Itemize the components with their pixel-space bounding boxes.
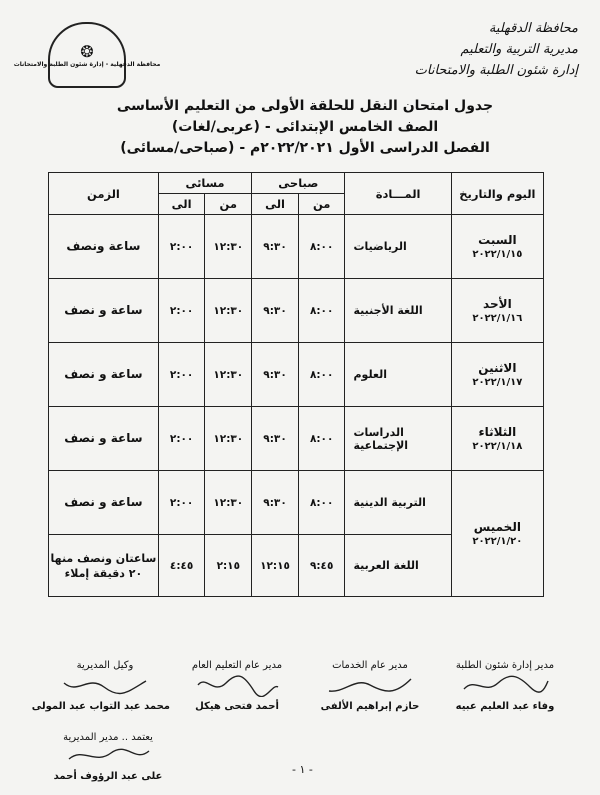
evening-from-cell: ١٢:٣٠ (205, 279, 252, 343)
evening-to-cell: ٢:٠٠ (158, 471, 205, 535)
header-evening-to: الى (158, 194, 205, 215)
signature-scribble-icon (460, 673, 550, 697)
morning-from-cell: ٨:٠٠ (298, 471, 345, 535)
approval-role: يعتمد .. مدير المديرية (63, 732, 153, 743)
subject-cell (345, 535, 451, 597)
day-cell (451, 343, 543, 407)
evening-to-cell: ٢:٠٠ (158, 343, 205, 407)
header-day-date: اليوم والتاريخ (451, 173, 543, 215)
signature-name: أحمد فتحى هيكل (195, 701, 279, 712)
morning-to-cell: ٩:٣٠ (252, 471, 299, 535)
day-name: السبت (478, 232, 517, 247)
header-subject: المـــادة (345, 173, 451, 215)
morning-to-cell: ١٢:١٥ (252, 535, 299, 597)
signature-role: وكيل المديرية (76, 660, 134, 671)
evening-to-cell: ٢:٠٠ (158, 279, 205, 343)
morning-from-cell: ٨:٠٠ (298, 279, 345, 343)
emblem-icon: ❂ (80, 41, 94, 61)
table-row (49, 471, 544, 535)
day-date: ٢٠٢٢/١/١٥ (472, 248, 523, 260)
header-row-1 (49, 173, 544, 194)
document-titles (90, 96, 520, 159)
evening-from-cell: ١٢:٣٠ (205, 471, 252, 535)
day-name: الخميس (473, 519, 521, 534)
table-row (49, 407, 544, 471)
signature-role: مدير إدارة شئون الطلبة (455, 660, 555, 671)
ministry-logo (13, 22, 161, 88)
morning-from-cell: ٨:٠٠ (298, 215, 345, 279)
approval-name: على عبد الرؤوف أحمد (53, 771, 163, 782)
signature-scribble-icon (63, 745, 153, 767)
header-evening: مسائى (158, 173, 251, 194)
header-morning-from: من (298, 194, 345, 215)
duration-cell: ساعتان ونصف منها ٢٠ دقيقة إملاء (49, 535, 159, 597)
signature-role: مدير عام التعليم العام (191, 660, 283, 671)
duration-cell: ساعة و نصف (49, 471, 159, 535)
evening-to-cell: ٢:٠٠ (158, 215, 205, 279)
day-date: ٢٠٢٢/١/١٧ (472, 376, 523, 388)
duration-cell: ساعة ونصف (49, 215, 159, 279)
subject-cell (345, 343, 451, 407)
header-morning-to: الى (252, 194, 299, 215)
evening-from-cell: ٢:١٥ (205, 535, 252, 597)
header-line-directorate: مديرية التربية والتعليم (460, 42, 578, 57)
morning-to-cell: ٩:٣٠ (252, 343, 299, 407)
subject-name: الرياضيات (353, 240, 407, 253)
table-row (49, 343, 544, 407)
header-evening-from: من (205, 194, 252, 215)
signature-name: حازم إبراهيم الألفى (320, 701, 420, 712)
evening-from-cell: ١٢:٣٠ (205, 407, 252, 471)
morning-to-cell: ٩:٣٠ (252, 407, 299, 471)
day-name: الثلاثاء (478, 424, 517, 439)
day-date: ٢٠٢٢/١/١٨ (472, 440, 523, 452)
logo-text: محافظة الدقهلية - إدارة شئون الطلبة والامتحانات (13, 60, 161, 68)
signature-scribble-icon (325, 673, 415, 697)
signature-block (31, 660, 170, 712)
subject-name: الدراسات الإجتماعية (353, 425, 409, 452)
handwritten-header (378, 18, 578, 81)
signature-name: وفاء عبد العليم عبيه (455, 701, 555, 712)
morning-to-cell: ٩:٣٠ (252, 279, 299, 343)
exam-schedule-table (48, 172, 544, 597)
signature-block (305, 660, 435, 712)
day-name: الاثنين (478, 360, 517, 375)
signature-scribble-icon (192, 673, 282, 697)
morning-from-cell: ٨:٠٠ (298, 343, 345, 407)
subject-name: العلوم (353, 368, 388, 381)
day-cell (451, 279, 543, 343)
duration-cell: ساعة و نصف (49, 343, 159, 407)
header-line-governorate: محافظة الدقهلية (488, 21, 578, 36)
day-cell (451, 407, 543, 471)
subject-name: اللغة الأجنبية (353, 304, 423, 317)
table-row (49, 279, 544, 343)
header-duration: الزمن (49, 173, 159, 215)
table-row (49, 215, 544, 279)
day-cell (451, 215, 543, 279)
title-line-1: جدول امتحان النقل للحلقة الأولى من التعليم الأساسى (116, 98, 494, 114)
evening-to-cell: ٤:٤٥ (158, 535, 205, 597)
subject-name: التربية الدينية (353, 496, 426, 509)
header-line-administration: إدارة شئون الطلبة والامتحانات (414, 63, 578, 78)
subject-name: اللغة العربية (353, 559, 419, 572)
title-line-3: الفصل الدراسى الأول ٢٠٢٢/٢٠٢١م - (صباحى/مسائى) (120, 140, 490, 156)
morning-from-cell: ٨:٠٠ (298, 407, 345, 471)
evening-from-cell: ١٢:٣٠ (205, 343, 252, 407)
day-name: الأحد (483, 296, 512, 311)
subject-cell (345, 279, 451, 343)
day-date: ٢٠٢٢/١/١٦ (472, 312, 523, 324)
duration-cell: ساعة و نصف (49, 407, 159, 471)
morning-from-cell: ٩:٤٥ (298, 535, 345, 597)
approval-block (48, 732, 168, 782)
day-date: ٢٠٢٢/١/٢٠ (472, 535, 523, 547)
morning-to-cell: ٩:٣٠ (252, 215, 299, 279)
signature-scribble-icon (60, 673, 150, 697)
signature-block (440, 660, 570, 712)
signature-block (172, 660, 302, 712)
day-cell (451, 471, 543, 597)
evening-to-cell: ٢:٠٠ (158, 407, 205, 471)
signatures-row (31, 660, 570, 720)
title-line-2: الصف الخامس الإبتدائى - (عربى/لغات) (171, 119, 439, 135)
subject-cell (345, 407, 451, 471)
header-morning: صباحى (252, 173, 345, 194)
page-number: - ١ - (292, 763, 313, 776)
subject-cell (345, 215, 451, 279)
signature-role: مدير عام الخدمات (332, 660, 408, 671)
evening-from-cell: ١٢:٣٠ (205, 215, 252, 279)
duration-cell: ساعة و نصف (49, 279, 159, 343)
subject-cell (345, 471, 451, 535)
signature-name: محمد عبد التواب عبد المولى (31, 701, 170, 712)
